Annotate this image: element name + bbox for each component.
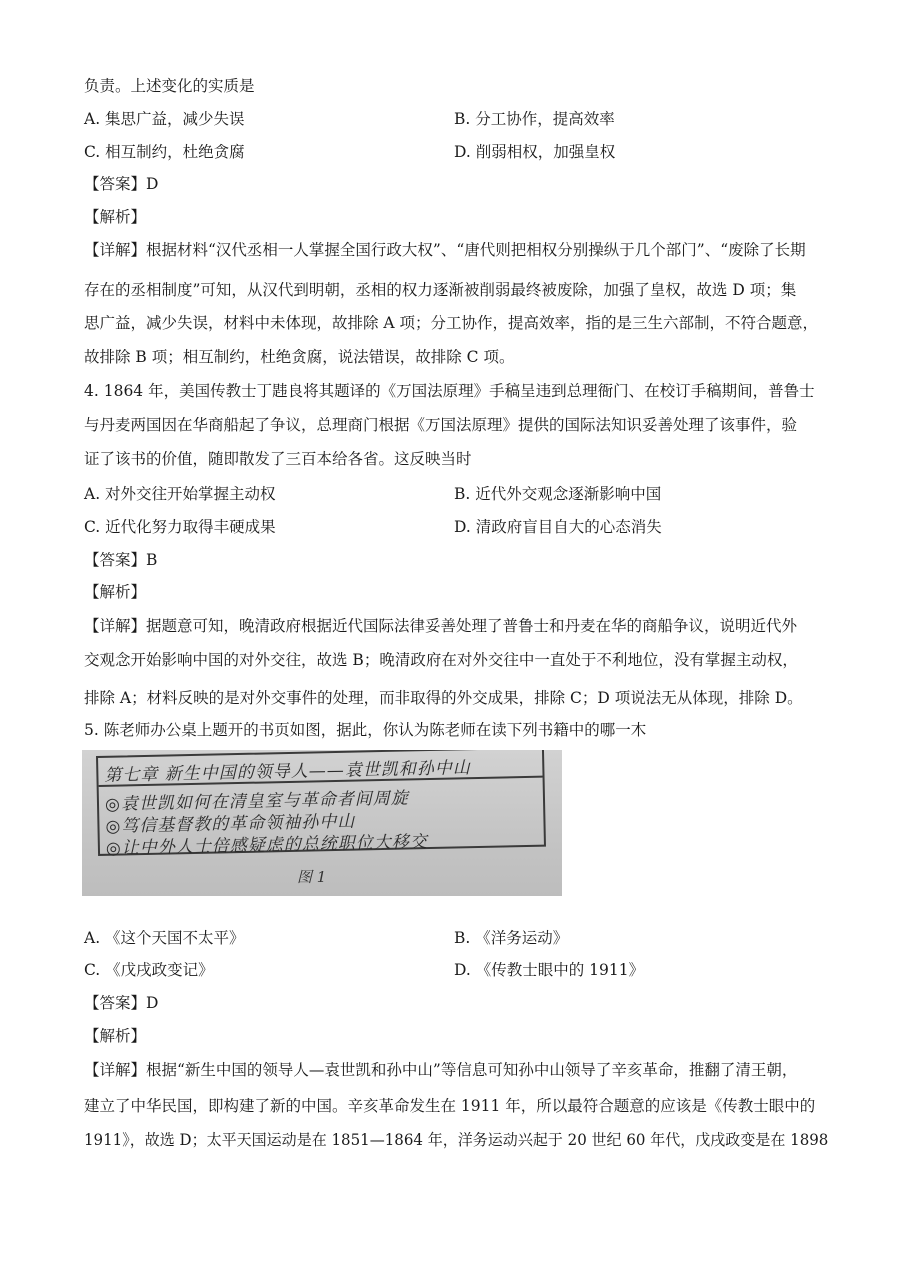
q4-detail-line: 排除 A；材料反映的是对外交事件的处理，而非取得的外交成果，排除 C；D 项说法无从体现，排除 D。 xyxy=(84,689,803,707)
figure-line: ◎笃信基督教的革命领袖孙中山 xyxy=(105,811,356,837)
q4-option-a: A. 对外交往开始掌握主动权 xyxy=(84,485,276,503)
q4-option-d: D. 清政府盲目自大的心态消失 xyxy=(454,518,662,536)
q5-analysis-label: 【解析】 xyxy=(84,1027,147,1045)
q3-detail-line: 存在的丞相制度”可知，从汉代到明朝，丞相的权力逐渐被削弱最终被废除，加强了皇权，故选 D 项；集 xyxy=(84,281,797,299)
book-page-frame xyxy=(96,750,546,859)
figure-caption: 图 1 xyxy=(297,868,327,886)
q4-option-c: C. 近代化努力取得丰硬成果 xyxy=(84,518,276,536)
q5-detail-line: 建立了中华民国，即构建了新的中国。辛亥革命发生在 1911 年，所以最符合题意的应该是《传教士眼中的 xyxy=(84,1097,816,1115)
q4-detail-line: 【详解】据题意可知，晚清政府根据近代国际法律妥善处理了普鲁士和丹麦在华的商船争议，说明近代外 xyxy=(84,617,798,635)
q3-option-d: D. 削弱相权，加强皇权 xyxy=(454,143,616,161)
q4-answer: 【答案】B xyxy=(84,551,158,569)
q5-option-b: B. 《洋务运动》 xyxy=(454,929,569,947)
q3-analysis-label: 【解析】 xyxy=(84,208,147,226)
q4-detail-line: 交观念开始影响中国的对外交往，故选 B；晚清政府在对外交往中一直处于不利地位，没有掌握主动权， xyxy=(84,651,798,669)
q5-option-c: C. 《戊戌政变记》 xyxy=(84,961,214,979)
q4-stem-line: 与丹麦两国因在华商船起了争议，总理商门根据《万国法原理》提供的国际法知识妥善处理了该事件，验 xyxy=(84,416,798,434)
q3-answer: 【答案】D xyxy=(84,175,159,193)
q4-stem-line: 证了该书的价值，随即散发了三百本给各省。这反映当时 xyxy=(84,450,472,468)
q3-stem-tail: 负责。上述变化的实质是 xyxy=(84,77,255,95)
q3-option-b: B. 分工协作，提高效率 xyxy=(454,110,615,128)
figure-line: ◎袁世凯如何在清皇室与革命者间周旋 xyxy=(104,788,410,815)
q5-detail-line: 1911》，故选 D；太平天国运动是在 1851—1864 年，洋务运动兴起于 20 世纪 60 年代，戊戌政变是在 1898 xyxy=(84,1131,829,1149)
q3-detail-line: 思广益，减少失误，材料中未体现，故排除 A 项；分工协作，提高效率，指的是三生六部制，不符合题意， xyxy=(84,314,819,332)
figure-chapter-title: 第七章 新生中国的领导人——袁世凯和孙中山 xyxy=(104,758,471,786)
q4-analysis-label: 【解析】 xyxy=(84,583,147,601)
q3-detail-line: 【详解】根据材料“汉代丞相一人掌握全国行政大权”、“唐代则把相权分别操纵于几个部门”、“废除了长期 xyxy=(84,241,806,259)
figure-line: ◎让中外人士倍感疑虑的总统职位大移交 xyxy=(105,832,428,859)
q5-stem: 5. 陈老师办公桌上题开的书页如图，据此，你认为陈老师在读下列书籍中的哪一木 xyxy=(84,721,647,739)
q4-stem-line: 4. 1864 年，美国传教士丁韪良将其题译的《万国法原理》手稿呈违到总理衙门、在校订手稿期间，普鲁士 xyxy=(84,382,815,400)
q4-option-b: B. 近代外交观念逐渐影响中国 xyxy=(454,485,662,503)
q5-detail-line: 【详解】根据“新生中国的领导人—袁世凯和孙中山”等信息可知孙中山领导了辛亥革命，推翻了清王朝， xyxy=(84,1061,798,1079)
q5-option-d: D. 《传教士眼中的 1911》 xyxy=(454,961,645,979)
q3-detail-line: 故排除 B 项；相互制约，杜绝贪腐，说法错误，故排除 C 项。 xyxy=(84,348,515,366)
q5-answer: 【答案】D xyxy=(84,994,159,1012)
q3-option-a: A. 集思广益，减少失误 xyxy=(84,110,245,128)
q3-option-c: C. 相互制约，杜绝贪腐 xyxy=(84,143,245,161)
book-page-photo xyxy=(82,750,562,896)
q5-option-a: A. 《这个天国不太平》 xyxy=(84,929,245,947)
